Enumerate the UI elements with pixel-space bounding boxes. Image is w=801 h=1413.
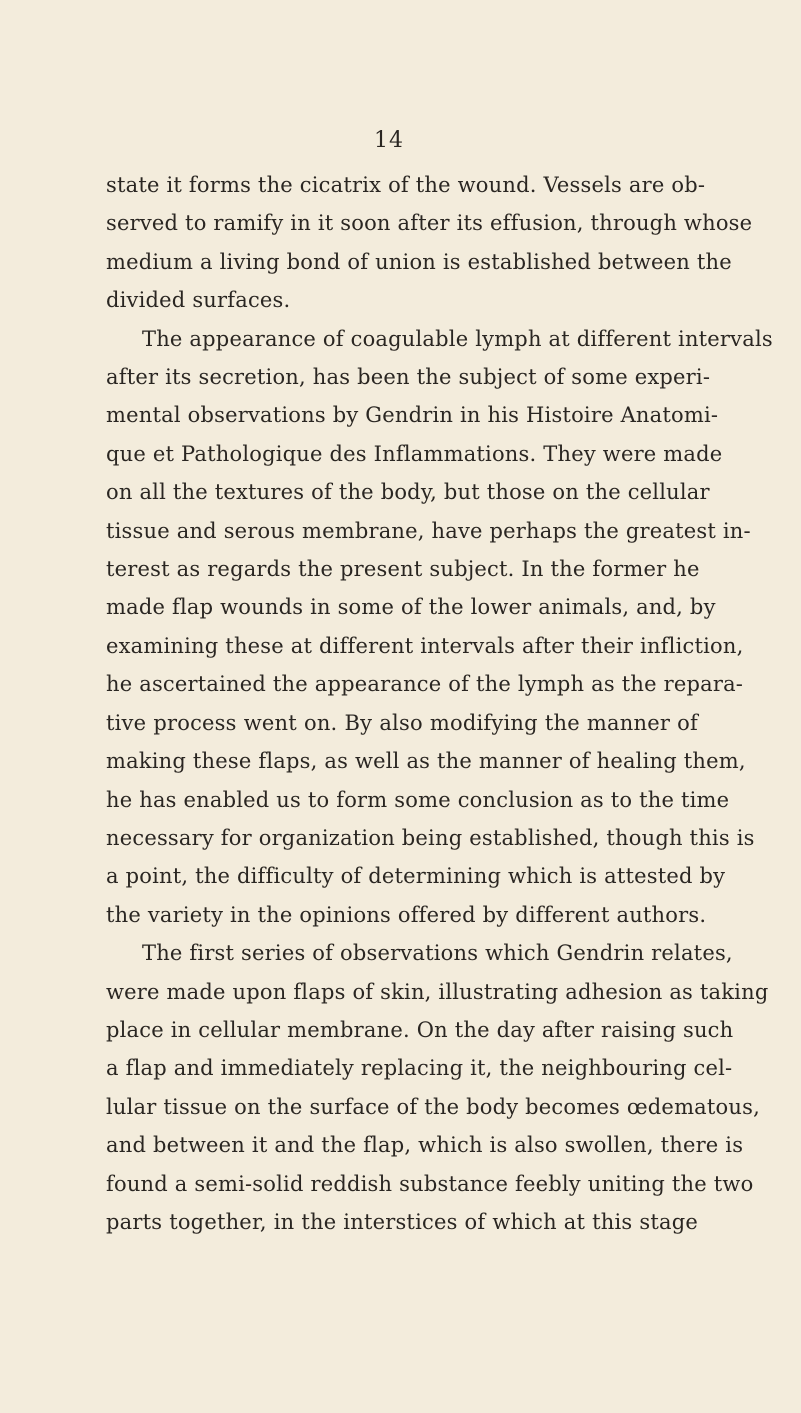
text-line: divided surfaces.: [106, 288, 291, 313]
text-line: making these flaps, as well as the manner of healing them,: [106, 749, 746, 774]
text-line: after its secretion, has been the subject of some experi-: [106, 365, 711, 390]
text-line: tive process went on. By also modifying the manner of: [106, 710, 698, 735]
text-line: made flap wounds in some of the lower animals, and, by: [106, 595, 716, 620]
text-line: on all the textures of the body, but those on the cellular: [106, 480, 710, 505]
text-line: and between it and the flap, which is also swollen, there is: [106, 1133, 744, 1158]
page-number: 14: [374, 128, 404, 153]
text-line: the variety in the opinions offered by different authors.: [106, 902, 707, 927]
text-line: were made upon flaps of skin, illustrating adhesion as taking: [106, 979, 769, 1004]
text-line: que et Pathologique des Inflammations. They were made: [106, 441, 723, 466]
body-text: [106, 166, 773, 1241]
text-line: state it forms the cicatrix of the wound. Vessels are ob-: [106, 173, 706, 197]
paragraph-start-line: The appearance of coagulable lymph at different intervals: [142, 326, 773, 351]
text-line: necessary for organization being established, though this is: [106, 825, 755, 850]
text-line: tissue and serous membrane, have perhaps the greatest in-: [106, 518, 751, 543]
text-line: he has enabled us to form some conclusion as to the time: [106, 787, 730, 812]
text-line: served to ramify in it soon after its effusion, through whose: [106, 211, 753, 236]
text-line: he ascertained the appearance of the lymph as the repara-: [106, 672, 744, 697]
text-line: mental observations by Gendrin in his Histoire Anatomi-: [106, 403, 719, 428]
paragraph-start-line: The first series of observations which Gendrin relates,: [142, 941, 733, 966]
text-line: a point, the difficulty of determining which is attested by: [106, 864, 726, 889]
text-line: lular tissue on the surface of the body becomes œdematous,: [106, 1094, 760, 1119]
text-line: terest as regards the present subject. In the former he: [106, 557, 700, 582]
text-line: medium a living bond of union is established between the: [106, 249, 732, 274]
text-line: found a semi-solid reddish substance feebly uniting the two: [106, 1171, 754, 1196]
text-line: parts together, in the interstices of which at this stage: [106, 1209, 698, 1234]
text-line: a flap and immediately replacing it, the neighbouring cel-: [106, 1056, 733, 1081]
text-line: examining these at different intervals after their infliction,: [106, 633, 744, 658]
text-line: place in cellular membrane. On the day after raising such: [106, 1017, 734, 1042]
